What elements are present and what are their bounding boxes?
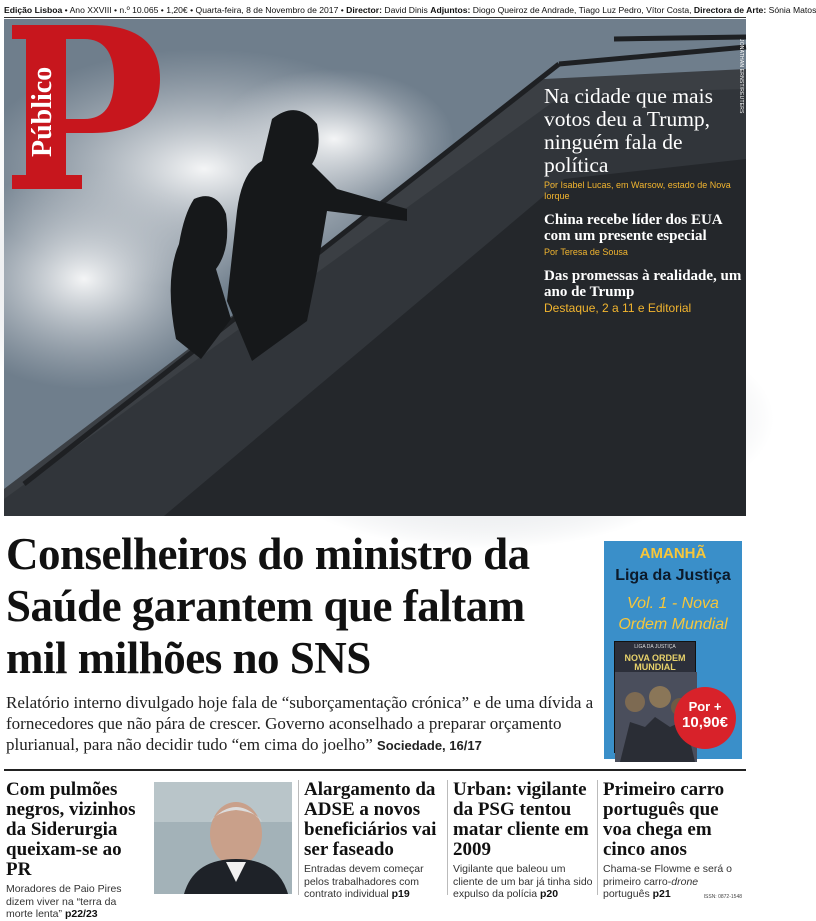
- promo-tag: AMANHÃ: [639, 545, 707, 562]
- photo-credit: JONATHAN ERNST/REUTERS: [738, 39, 744, 114]
- bottom-story-4-page: p21: [652, 888, 671, 900]
- hero-story-3-headline[interactable]: Das promessas à realidade, um ano de Trump: [544, 268, 742, 300]
- hero-photo: [4, 19, 746, 516]
- director-label: Director:: [346, 5, 382, 15]
- comic-cover-title: NOVA ORDEM MUNDIAL: [624, 653, 686, 672]
- main-headline[interactable]: Conselheiros do ministro da Saúde garantem que faltam mil milhões no SNS: [6, 529, 530, 683]
- hero-story-2-headline[interactable]: China recebe líder dos EUA com um presente especial: [544, 212, 722, 244]
- adjuntos-label: Adjuntos:: [430, 5, 471, 15]
- section-divider: [4, 769, 746, 771]
- column-divider: [447, 780, 448, 895]
- bottom-story-3[interactable]: [453, 780, 593, 901]
- main-page-reference: Sociedade, 16/17: [377, 738, 482, 753]
- promo-title: Liga da Justiça: [615, 567, 731, 584]
- bottom-story-4-headline: Primeiro carro português que voa chega em cinco anos: [603, 779, 725, 860]
- bottom-story-2-page: p19: [391, 888, 410, 900]
- bottom-story-4[interactable]: [603, 780, 743, 901]
- issn-label: ISSN: 0872-1548: [703, 894, 742, 900]
- price-label: Por +: [688, 699, 722, 714]
- issue-date: Quarta-feira, 8 de Novembro de 2017: [195, 5, 339, 15]
- price-badge: [674, 687, 736, 749]
- bottom-story-2-text: Entradas devem começar pelos trabalhadores com contrato individual p19: [304, 863, 424, 900]
- main-lead-text: Relatório interno divulgado hoje fala de “suborçamentação crónica” e de uma dívida a fornecedores que não pára de crescer. Governo aconselhado a preparar orçamento plurianual, para não decidir tudo “em cima do joelho”: [6, 693, 594, 754]
- cover-price: 1,20€: [166, 5, 188, 15]
- comic-cover-brand: LIGA DA JUSTIÇA: [634, 644, 676, 650]
- main-lead: [6, 692, 596, 756]
- bottom-story-1-page: p22/23: [64, 908, 98, 920]
- column-divider: [298, 780, 299, 895]
- art-director-label: Directora de Arte:: [693, 5, 767, 15]
- hero-story-1-byline: Por Isabel Lucas, em Warsow, estado de Nova Iorque: [544, 180, 731, 201]
- bottom-story-3-page: p20: [539, 888, 559, 900]
- masthead-meta-bar: Edição Lisboa • Ano XXVIII • n.º 10.065 • 1,20€ • Quarta-feira, 8 de Novembro de 2017 • Director: David Dinis Adjuntos: Diogo Queiroz de Andrade, Tiago Luz Pedro, Vítor Costa, Directora de Arte: Sónia Matos: [4, 5, 816, 15]
- promo-subtitle: Vol. 1 - Nova Ordem Mundial: [618, 595, 728, 633]
- hero-stories-panel: [544, 85, 744, 315]
- bottom-story-4-text: Chama-se Flowme e será o primeiro carro-drone português p21: [603, 863, 732, 900]
- bottom-story-1-text: Moradores de Paio Pires dizem viver na “terra da morte lenta” p22/23: [6, 883, 122, 920]
- director-name: David Dinis: [384, 5, 428, 15]
- hero-story-3-detail: Destaque, 2 a 11 e Editorial: [544, 301, 692, 315]
- art-director-name: Sónia Matos: [768, 5, 816, 15]
- portrait-illustration: [154, 782, 292, 894]
- adjuntos-names: Diogo Queiroz de Andrade, Tiago Luz Pedro, Vítor Costa: [472, 5, 690, 15]
- bottom-story-3-headline: Urban: vigilante da PSG tentou matar cliente em 2009: [453, 779, 589, 860]
- issue-number: n.º 10.065: [119, 5, 159, 15]
- bottom-story-1[interactable]: [6, 780, 146, 921]
- bottom-story-3-text: Vigilante que baleou um cliente de um bar já tinha sido expulso da polícia p20: [453, 863, 593, 900]
- promo-box[interactable]: [604, 541, 742, 759]
- masthead-rule: [4, 17, 746, 18]
- price-value: 10,90€: [682, 714, 728, 731]
- bottom-story-2-headline: Alargamento da ADSE a novos beneficiários vai ser faseado: [304, 779, 437, 860]
- column-divider: [597, 780, 598, 895]
- hero-story-2-byline: Por Teresa de Sousa: [544, 247, 628, 257]
- bottom-story-2[interactable]: [304, 780, 444, 901]
- publico-logo-word: Público: [27, 66, 58, 158]
- hero-story-1-headline[interactable]: Na cidade que mais votos deu a Trump, ninguém fala de política: [544, 84, 713, 177]
- year-label: Ano XXVIII: [69, 5, 112, 15]
- portrait-photo: [154, 782, 292, 894]
- bottom-story-1-headline: Com pulmões negros, vizinhos da Siderurgia queixam-se ao PR: [6, 779, 136, 880]
- edition-label: Edição Lisboa: [4, 5, 63, 15]
